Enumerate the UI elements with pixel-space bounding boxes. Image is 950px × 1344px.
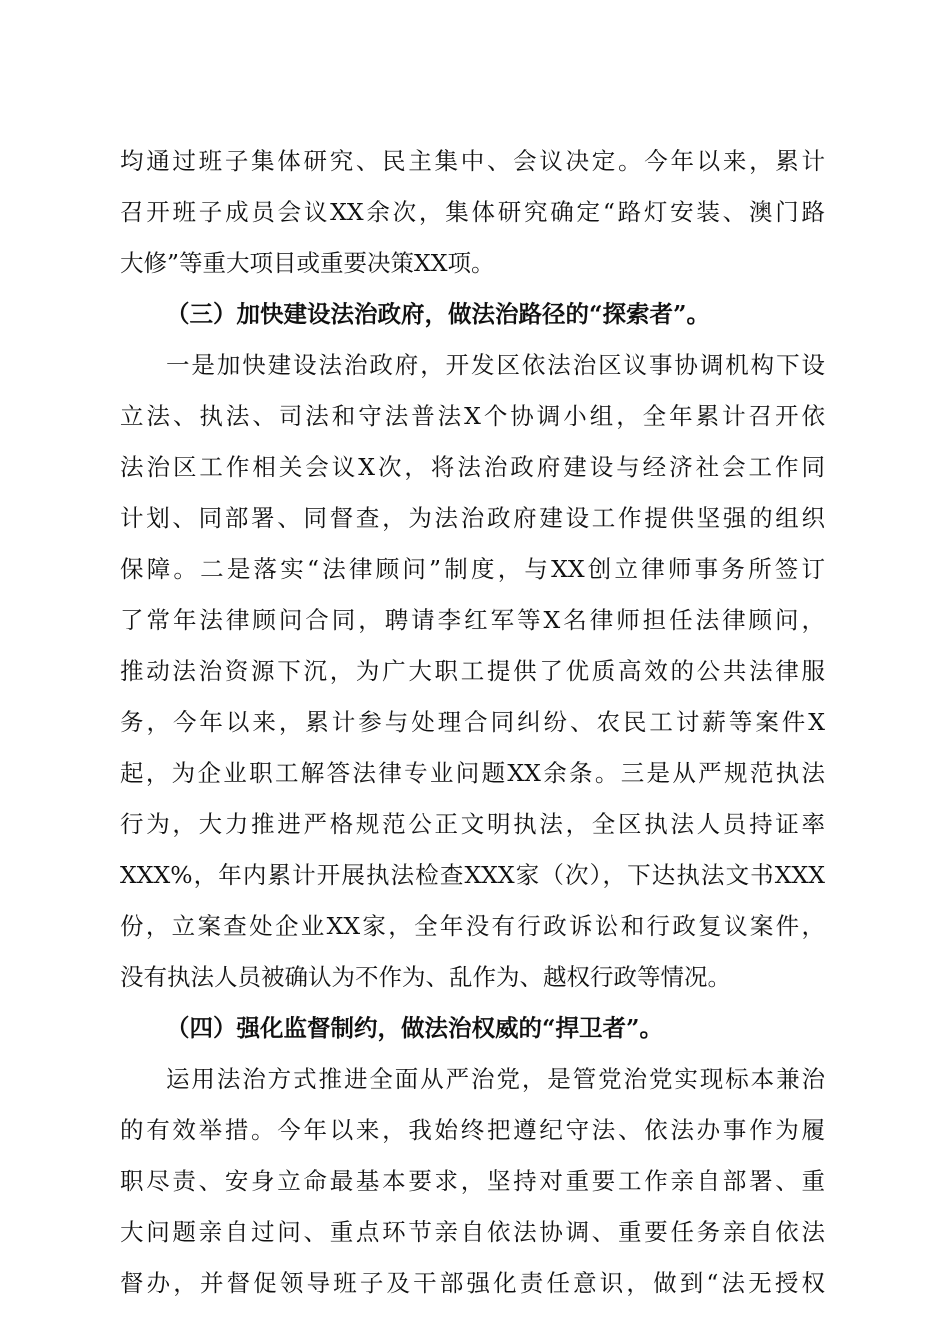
text-line: 督办，并督促领导班子及干部强化责任意识，做到“法无授权: [120, 1269, 825, 1297]
text-line: 职尽责、安身立命最基本要求，坚持对重要工作亲自部署、重: [120, 1167, 825, 1195]
text-line: 推动法治资源下沉，为广大职工提供了优质高效的公共法律服: [120, 657, 825, 685]
section-heading-3: （三）加快建设法治政府，做法治路径的“探索者”。: [166, 300, 711, 328]
text-line: XXX%，年内累计开展执法检查XXX家（次），下达执法文书XXX: [120, 861, 825, 889]
text-line: 起，为企业职工解答法律专业问题XX余条。三是从严规范执法: [120, 759, 825, 787]
text-line: 均通过班子集体研究、民主集中、会议决定。今年以来，累计: [120, 147, 825, 175]
text-line: 份，立案查处企业XX家，全年没有行政诉讼和行政复议案件，: [120, 912, 825, 940]
section-heading-4: （四）强化监督制约，做法治权威的“捍卫者”。: [166, 1014, 664, 1042]
text-line: 法治区工作相关会议X次，将法治政府建设与经济社会工作同: [120, 453, 825, 481]
text-line: 一是加快建设法治政府，开发区依法治区议事协调机构下设: [166, 351, 825, 379]
text-line: 运用法治方式推进全面从严治党，是管党治党实现标本兼治: [166, 1065, 825, 1093]
text-line: 立法、执法、司法和守法普法X个协调小组，全年累计召开依: [120, 402, 825, 430]
text-line: 的有效举措。今年以来，我始终把遵纪守法、依法办事作为履: [120, 1116, 825, 1144]
text-line: 了常年法律顾问合同，聘请李红军等X名律师担任法律顾问，: [120, 606, 825, 634]
text-line: 没有执法人员被确认为不作为、乱作为、越权行政等情况。: [120, 963, 731, 991]
text-line: 召开班子成员会议XX余次，集体研究确定“路灯安装、澳门路: [120, 198, 825, 226]
text-line: 行为，大力推进严格规范公正文明执法，全区执法人员持证率: [120, 810, 825, 838]
text-line: 务，今年以来，累计参与处理合同纠纷、农民工讨薪等案件X: [120, 708, 825, 736]
text-line: 保障。二是落实“法律顾问”制度，与XX创立律师事务所签订: [120, 555, 825, 583]
text-line: 计划、同部署、同督查，为法治政府建设工作提供坚强的组织: [120, 504, 825, 532]
text-line: 大问题亲自过问、重点环节亲自依法协调、重要任务亲自依法: [120, 1218, 825, 1246]
text-line: 大修”等重大项目或重要决策XX项。: [120, 249, 495, 277]
